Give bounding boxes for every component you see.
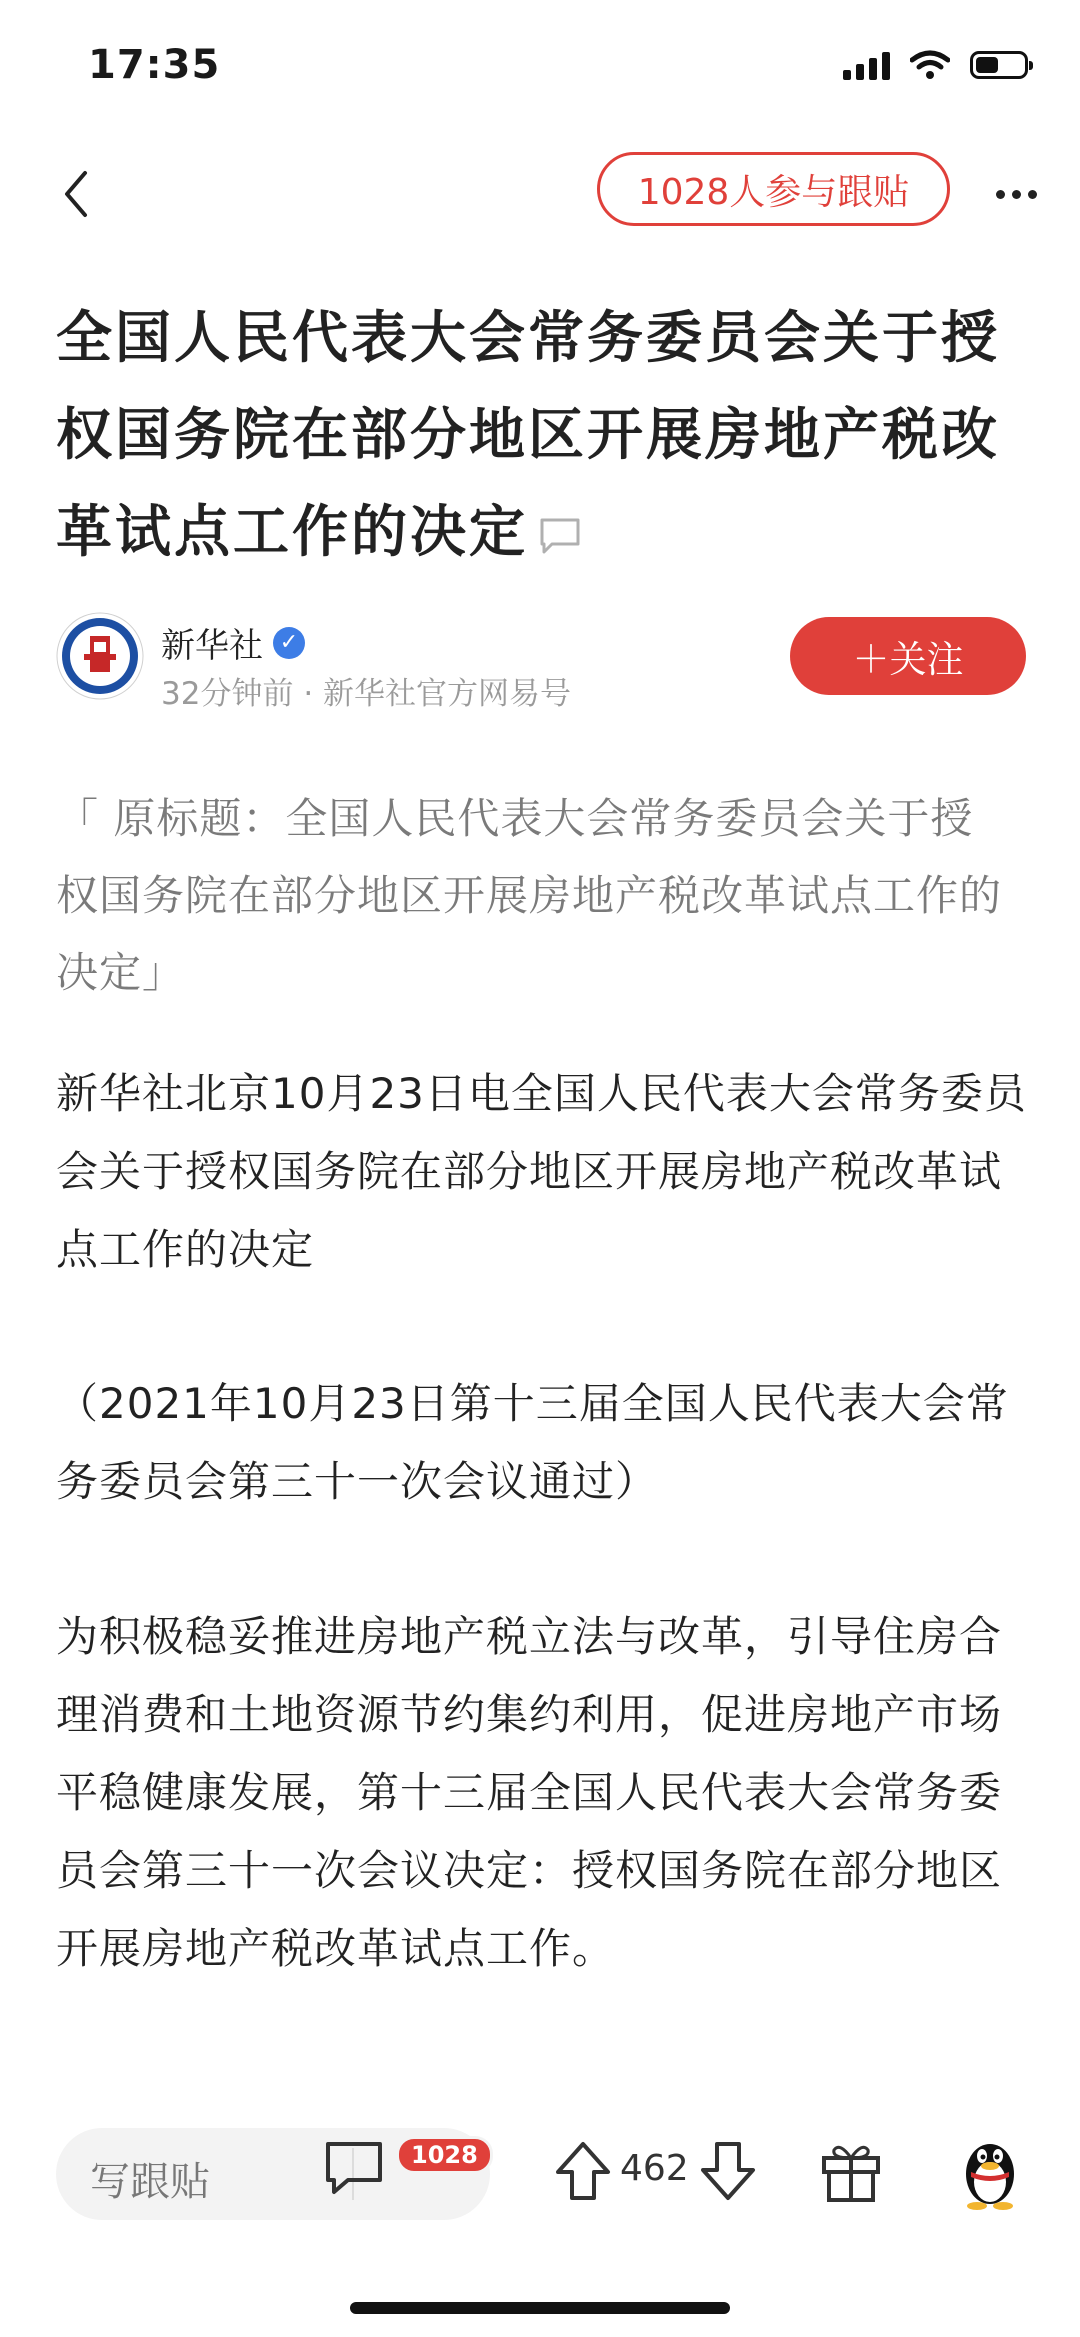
article-title-text: 全国人民代表大会常务委员会关于授权国务院在部分地区开展房地产税改革试点工作的决定 [56,306,1000,565]
original-title-quote: 「 原标题：全国人民代表大会常务委员会关于授权国务院在部分地区开展房地产税改革试点工作的决定」 [56,794,1003,997]
author-meta [161,668,571,713]
publish-time: 32分钟前 [161,676,294,712]
up-arrow-icon[interactable] [552,2138,614,2204]
vote-count: 462 [620,2148,689,2189]
author-avatar[interactable] [56,612,144,700]
verified-icon: ✓ [273,627,305,659]
article-paragraph: 新华社北京10月23日电全国人民代表大会常务委员会关于授权国务院在部分地区开展房地产税改革试点工作的决定 [56,1069,1027,1274]
status-time: 17:35 [88,42,221,88]
more-dots-icon[interactable] [984,164,1048,224]
back-arrow-icon [61,169,91,219]
status-icons [843,50,1028,80]
home-indicator [350,2302,730,2314]
qq-penguin-icon[interactable] [955,2130,1025,2210]
comment-count-pill[interactable]: 1028人参与跟贴 [597,152,950,226]
signal-icon [843,50,890,80]
wifi-icon [910,50,950,80]
article-paragraph: 为积极稳妥推进房地产税立法与改革，引导住房合理消费和土地资源节约集约利用，促进房地产市场平稳健康发展，第十三届全国人民代表大会常务委员会第三十一次会议决定：授权国务院在部分地区开展房地产税改革试点工作。 [56,1612,1003,1973]
down-arrow-icon[interactable] [697,2138,759,2204]
article-title [56,290,1036,581]
top-nav [0,150,1080,240]
follow-button[interactable]: ＋关注 [790,617,1026,695]
status-bar [0,0,1080,140]
author-name[interactable] [161,618,305,667]
back-button[interactable] [46,164,106,224]
meta-separator: · [303,676,314,712]
author-row [56,612,1026,712]
bottom-action-bar [0,2120,1080,2260]
author-name-text: 新华社 [161,626,263,666]
article-paragraph: （2021年10月23日第十三届全国人民代表大会常务委员会第三十一次会议通过） [56,1379,1009,1506]
comment-list-icon[interactable] [318,2134,398,2204]
gift-icon[interactable] [818,2136,884,2206]
source-label: 新华社官方网易号 [323,676,572,712]
comment-bubble-icon[interactable] [538,514,586,558]
battery-icon [970,51,1028,79]
comment-input-placeholder: 写跟贴 [90,2159,210,2205]
comment-badge: 1028 [396,2136,493,2174]
